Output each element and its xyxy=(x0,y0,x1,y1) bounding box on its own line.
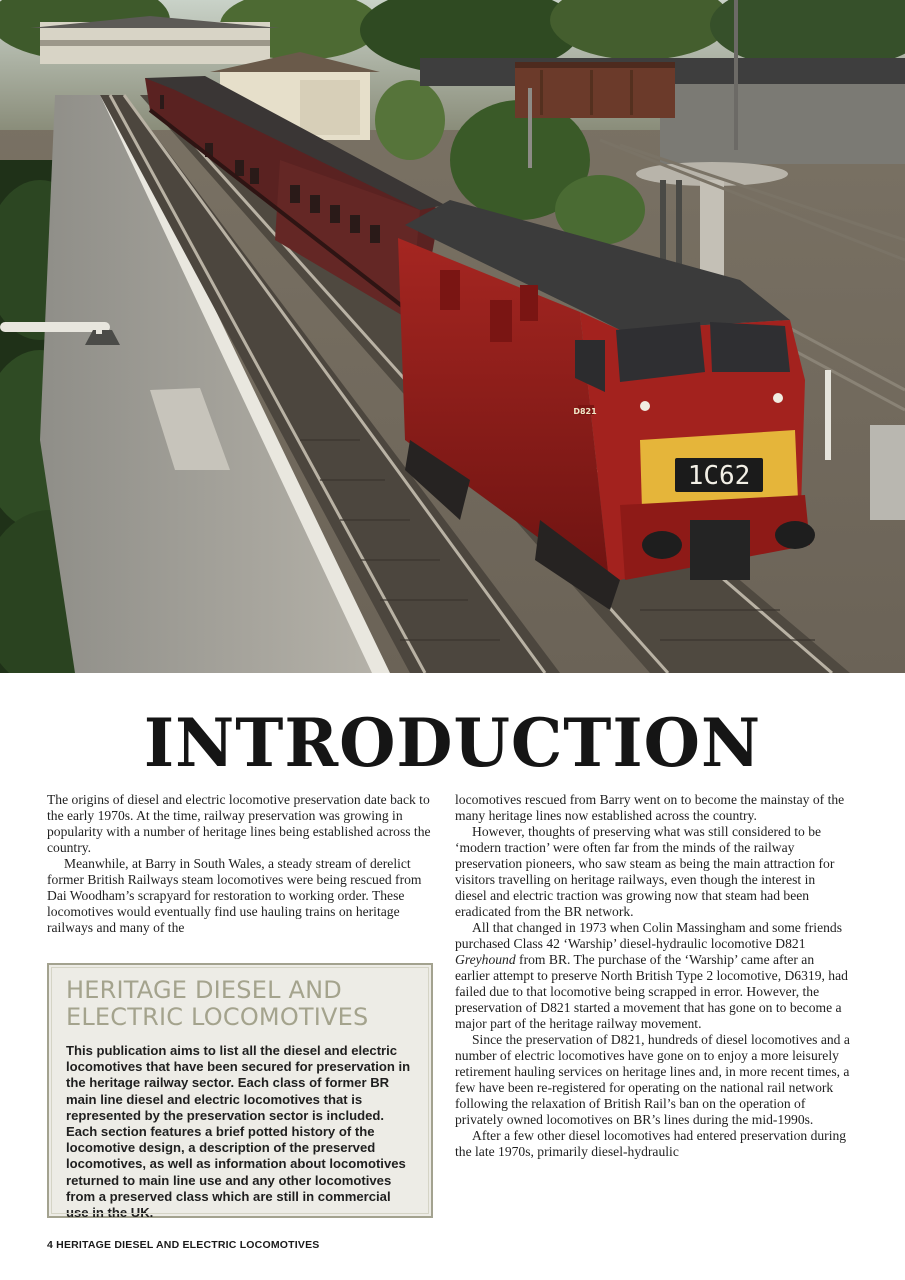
paragraph: However, thoughts of preserving what was still considered to be ‘modern traction’ were often far from the minds of the railway preservation pioneers, who saw steam as being the main attraction for visitors travelling on heritage railways, even though the interest in diesel and electric traction was growing now that steam had been eradicated from the BR network. xyxy=(455,824,835,919)
text-run: All that changed in 1973 when Colin Massingham and some friends purchased Class 42 ‘Warship’ diesel-hydraulic locomotive D821 xyxy=(455,920,842,951)
right-column xyxy=(455,792,850,1160)
paragraph: Meanwhile, at Barry in South Wales, a steady stream of derelict former British Railways steam locomotives were being rescued from Dai Woodham’s scrapyard for restoration to working order. These locomotives would eventually find use hauling trains on heritage railways and many of the xyxy=(47,856,422,935)
headcode-label: 1C62 xyxy=(687,461,751,491)
paragraph: Since the preservation of D821, hundreds of diesel locomotives and a number of electric locomotives have gone on to enjoy a more leisurely retirement hauling services on heritage lines and, in more recent times, a few have been re-registered for operating on the national rail network following the relaxation of British Rail’s ban on the operation of privately owned locomotives on BR’s lines during the mid-1990s. xyxy=(455,1032,850,1127)
paragraph: locomotives rescued from Barry went on to become the mainstay of the many heritage lines now established across the country. xyxy=(455,792,845,823)
text-run: from BR. The purchase of the ‘Warship’ came after an earlier attempt to preserve North British Type 2 locomotive, D6319, had failed due to that locomotive being scrapped in error. However, the preservation of D821 started a movement that has gone on to become a major part of the heritage railway movement. xyxy=(455,952,848,1031)
loco-number-label: D821 xyxy=(573,407,597,416)
left-column xyxy=(47,792,439,936)
info-box-text: This publication aims to list all the diesel and electric locomotives that have been secured for preservation in the heritage railway sector. Each class of former BR main line diesel and electric locomotives that is represented by the preservation sector is included. Each section features a brief potted history of the locomotive design, a description of the preserved locomotives, as well as information about locomotives returned to main line use and any other locomotives from a preserved class which are still in commercial use in the UK. xyxy=(66,1043,411,1221)
paragraph xyxy=(455,920,850,1032)
page-title: INTRODUCTION xyxy=(143,704,762,782)
paragraph: After a few other diesel locomotives had entered preservation during the late 1970s, primarily diesel-hydraulic xyxy=(455,1128,847,1159)
page-footer: 4 HERITAGE DIESEL AND ELECTRIC LOCOMOTIVES xyxy=(47,1239,320,1251)
loco-name-italic: Greyhound xyxy=(455,952,516,967)
paragraph: The origins of diesel and electric locomotive preservation date back to the early 1970s. At the time, railway preservation was growing in popularity with a number of heritage lines being established across the country. xyxy=(47,792,431,855)
info-box-heading-line: ELECTRIC LOCOMOTIVES xyxy=(66,1003,369,1031)
info-box-heading-line: HERITAGE DIESEL AND xyxy=(66,976,342,1004)
info-box xyxy=(47,963,433,1221)
info-box-heading xyxy=(66,977,416,1031)
